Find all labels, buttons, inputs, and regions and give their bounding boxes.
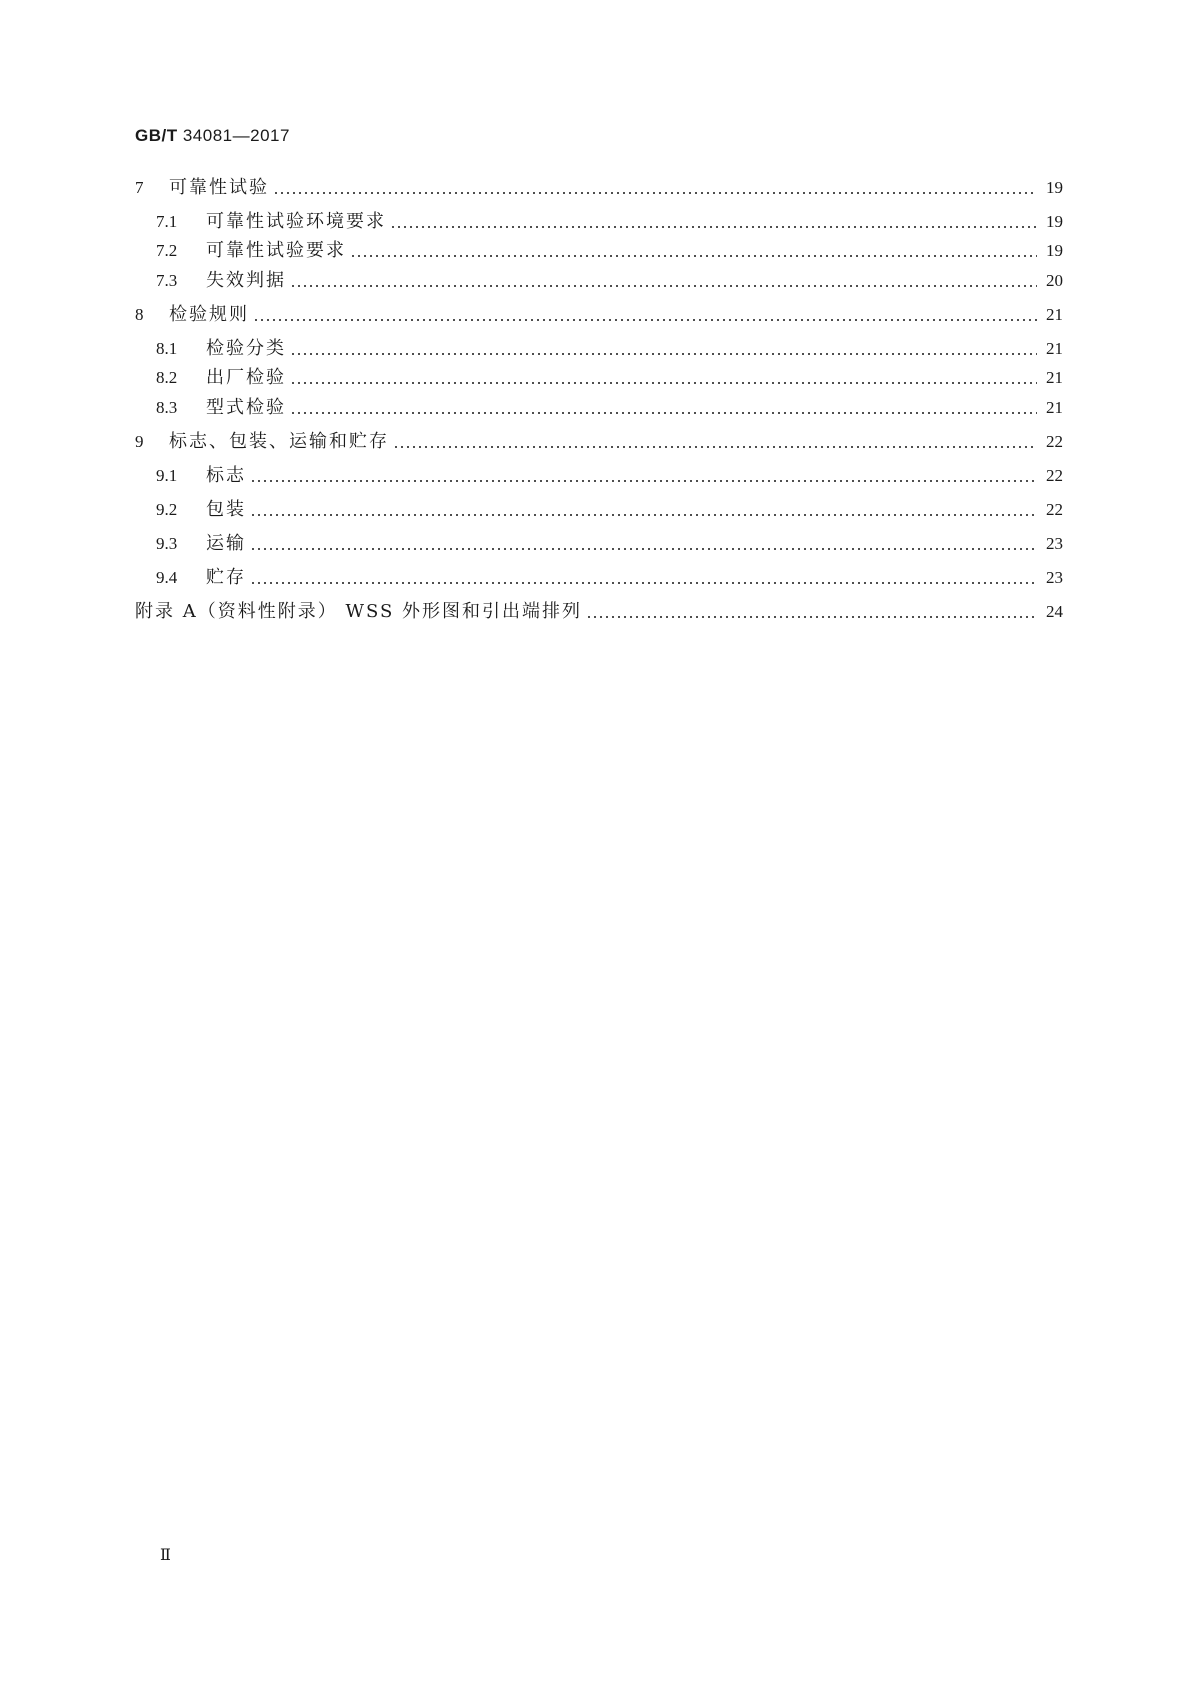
toc-entry[interactable] [135, 430, 1063, 454]
toc-entry[interactable] [135, 566, 1063, 590]
toc-leader-dots [250, 514, 1037, 516]
toc-entry-title: 出厂检验 [206, 367, 286, 388]
toc-leader-dots [390, 226, 1037, 228]
standard-number: 34081—2017 [182, 126, 290, 145]
toc-entry-title: 贮存 [206, 567, 246, 588]
toc-entry-number: 8 [135, 305, 144, 324]
toc-entry-title: 标志、包装、运输和贮存 [169, 431, 389, 452]
toc-leader-dots [290, 382, 1037, 384]
toc-entry[interactable] [135, 269, 1063, 293]
toc-leader-dots [290, 412, 1037, 414]
toc-entry-page: 21 [1046, 339, 1063, 358]
footer-page-number: Ⅱ [160, 1547, 171, 1564]
toc-entry[interactable] [135, 303, 1063, 327]
toc-entry-title: 可靠性试验要求 [206, 240, 346, 261]
toc-entry[interactable] [135, 532, 1063, 556]
toc-entry[interactable] [135, 498, 1063, 522]
toc-entry-title: 运输 [206, 533, 246, 554]
toc-leader-dots [250, 548, 1037, 550]
toc-entry[interactable] [135, 239, 1063, 263]
toc-entry-page: 19 [1046, 241, 1063, 260]
toc-leader-dots [290, 353, 1037, 355]
toc-leader-dots [253, 319, 1037, 321]
toc-entry[interactable] [135, 366, 1063, 390]
toc-leader-dots [586, 616, 1037, 618]
toc-leader-dots [250, 480, 1037, 482]
toc-leader-dots [290, 285, 1037, 287]
toc-entry-page: 23 [1046, 568, 1063, 587]
toc-entry-title: 可靠性试验 [169, 177, 269, 198]
toc-leader-dots [350, 255, 1037, 257]
toc-leader-dots [273, 192, 1037, 194]
toc-entry-number: 9 [135, 432, 144, 451]
toc-entry-number: 8.1 [156, 339, 178, 358]
toc-entry-page: 21 [1046, 368, 1063, 387]
toc-entry-number: 9.3 [156, 534, 178, 553]
toc-entry[interactable] [135, 337, 1063, 361]
toc-entry-number: 9.4 [156, 568, 178, 587]
toc-entry-title: 检验规则 [169, 304, 249, 325]
toc-entry-title: 标志 [206, 465, 246, 486]
toc-entry[interactable] [135, 396, 1063, 420]
standard-code: GB/T [135, 126, 178, 145]
document-header [135, 126, 290, 146]
toc-entry-page: 19 [1046, 212, 1063, 231]
toc-entry-page: 22 [1046, 432, 1063, 451]
toc-entry-number: 7.2 [156, 241, 178, 260]
toc-entry-number: 9.1 [156, 466, 178, 485]
toc-entry-number: 8.3 [156, 398, 178, 417]
toc-entry-number: 8.2 [156, 368, 178, 387]
toc-entry-title: 型式检验 [206, 397, 286, 418]
toc-entry-title: 失效判据 [206, 270, 286, 291]
toc-entry-number: 7.3 [156, 271, 178, 290]
toc-entry-number: 7.1 [156, 212, 178, 231]
toc-entry-page: 24 [1046, 602, 1063, 621]
toc-leader-dots [393, 446, 1037, 448]
toc-entry-page: 22 [1046, 500, 1063, 519]
toc-entry[interactable] [135, 210, 1063, 234]
toc-entry-page: 23 [1046, 534, 1063, 553]
toc-entry-number: 9.2 [156, 500, 178, 519]
toc-entry-title: 包装 [206, 499, 246, 520]
toc-entry-title: 附录 A（资料性附录） WSS 外形图和引出端排列 [135, 601, 583, 622]
toc-entry-number: 7 [135, 178, 144, 197]
toc-entry-title: 可靠性试验环境要求 [206, 211, 386, 232]
toc-entry[interactable] [135, 176, 1063, 200]
toc-entry-title: 检验分类 [206, 338, 286, 359]
toc-entry-page: 21 [1046, 398, 1063, 417]
toc-entry-page: 19 [1046, 178, 1063, 197]
toc-entry-page: 21 [1046, 305, 1063, 324]
toc-entry[interactable] [135, 600, 1063, 624]
toc-entry-page: 20 [1046, 271, 1063, 290]
toc-entry-page: 22 [1046, 466, 1063, 485]
toc-entry[interactable] [135, 464, 1063, 488]
toc-leader-dots [250, 582, 1037, 584]
